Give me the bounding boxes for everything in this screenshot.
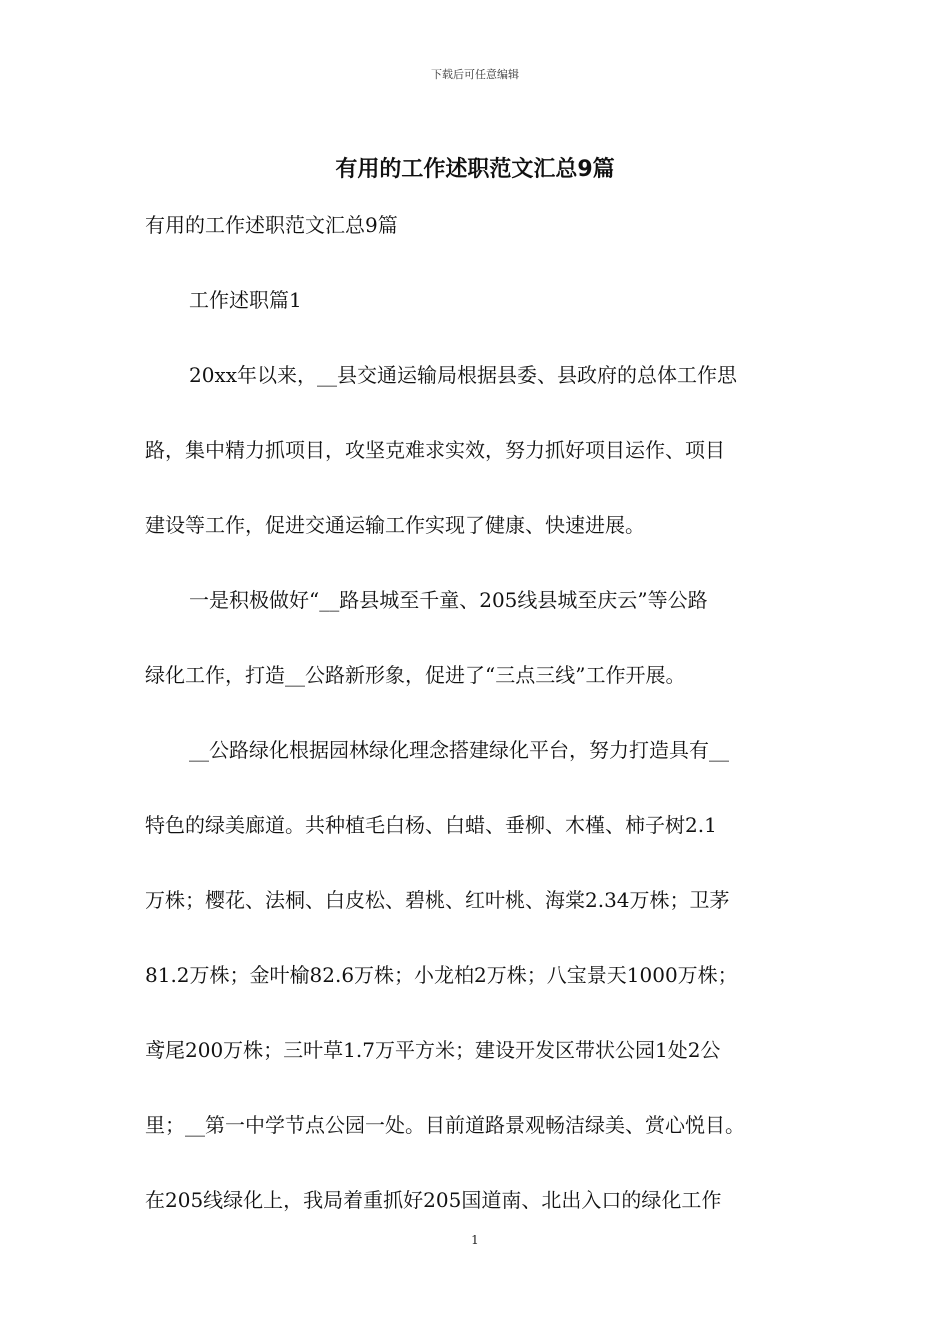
paragraph-line: 在205线绿化上，我局着重抓好205国道南、北出入口的绿化工作 xyxy=(145,1188,722,1212)
paragraph-line: 鸢尾200万株；三叶草1.7万平方米；建设开发区带状公园1处2公 xyxy=(145,1038,721,1062)
paragraph-line: 特色的绿美廊道。共种植毛白杨、白蜡、垂柳、木槿、柿子树2.1 xyxy=(145,813,717,837)
paragraph-line: 一是积极做好“__路县城至千童、205线县城至庆云”等公路 xyxy=(189,588,708,612)
paragraph-line: 路，集中精力抓项目，攻坚克难求实效，努力抓好项目运作、项目 xyxy=(145,438,725,462)
document-title: 有用的工作述职范文汇总9篇 xyxy=(335,157,615,182)
section-heading: 工作述职篇1 xyxy=(189,288,302,312)
header-note: 下载后可任意编辑 xyxy=(431,68,519,81)
paragraph-line: 20xx年以来，__县交通运输局根据县委、县政府的总体工作思 xyxy=(189,363,738,387)
paragraph-line: 里；__第一中学节点公园一处。目前道路景观畅洁绿美、赏心悦目。 xyxy=(145,1113,745,1137)
subtitle-line: 有用的工作述职范文汇总9篇 xyxy=(145,213,398,237)
page-number: 1 xyxy=(471,1233,479,1247)
paragraph-line: 万株；樱花、法桐、白皮松、碧桃、红叶桃、海棠2.34万株；卫茅 xyxy=(145,888,730,912)
paragraph-line: 81.2万株；金叶榆82.6万株；小龙柏2万株；八宝景天1000万株； xyxy=(145,963,738,987)
paragraph-line: 绿化工作，打造__公路新形象，促进了“三点三线”工作开展。 xyxy=(145,663,686,687)
paragraph-line: __公路绿化根据园林绿化理念搭建绿化平台，努力打造具有__ xyxy=(189,738,729,762)
paragraph-line: 建设等工作，促进交通运输工作实现了健康、快速进展。 xyxy=(145,513,645,537)
